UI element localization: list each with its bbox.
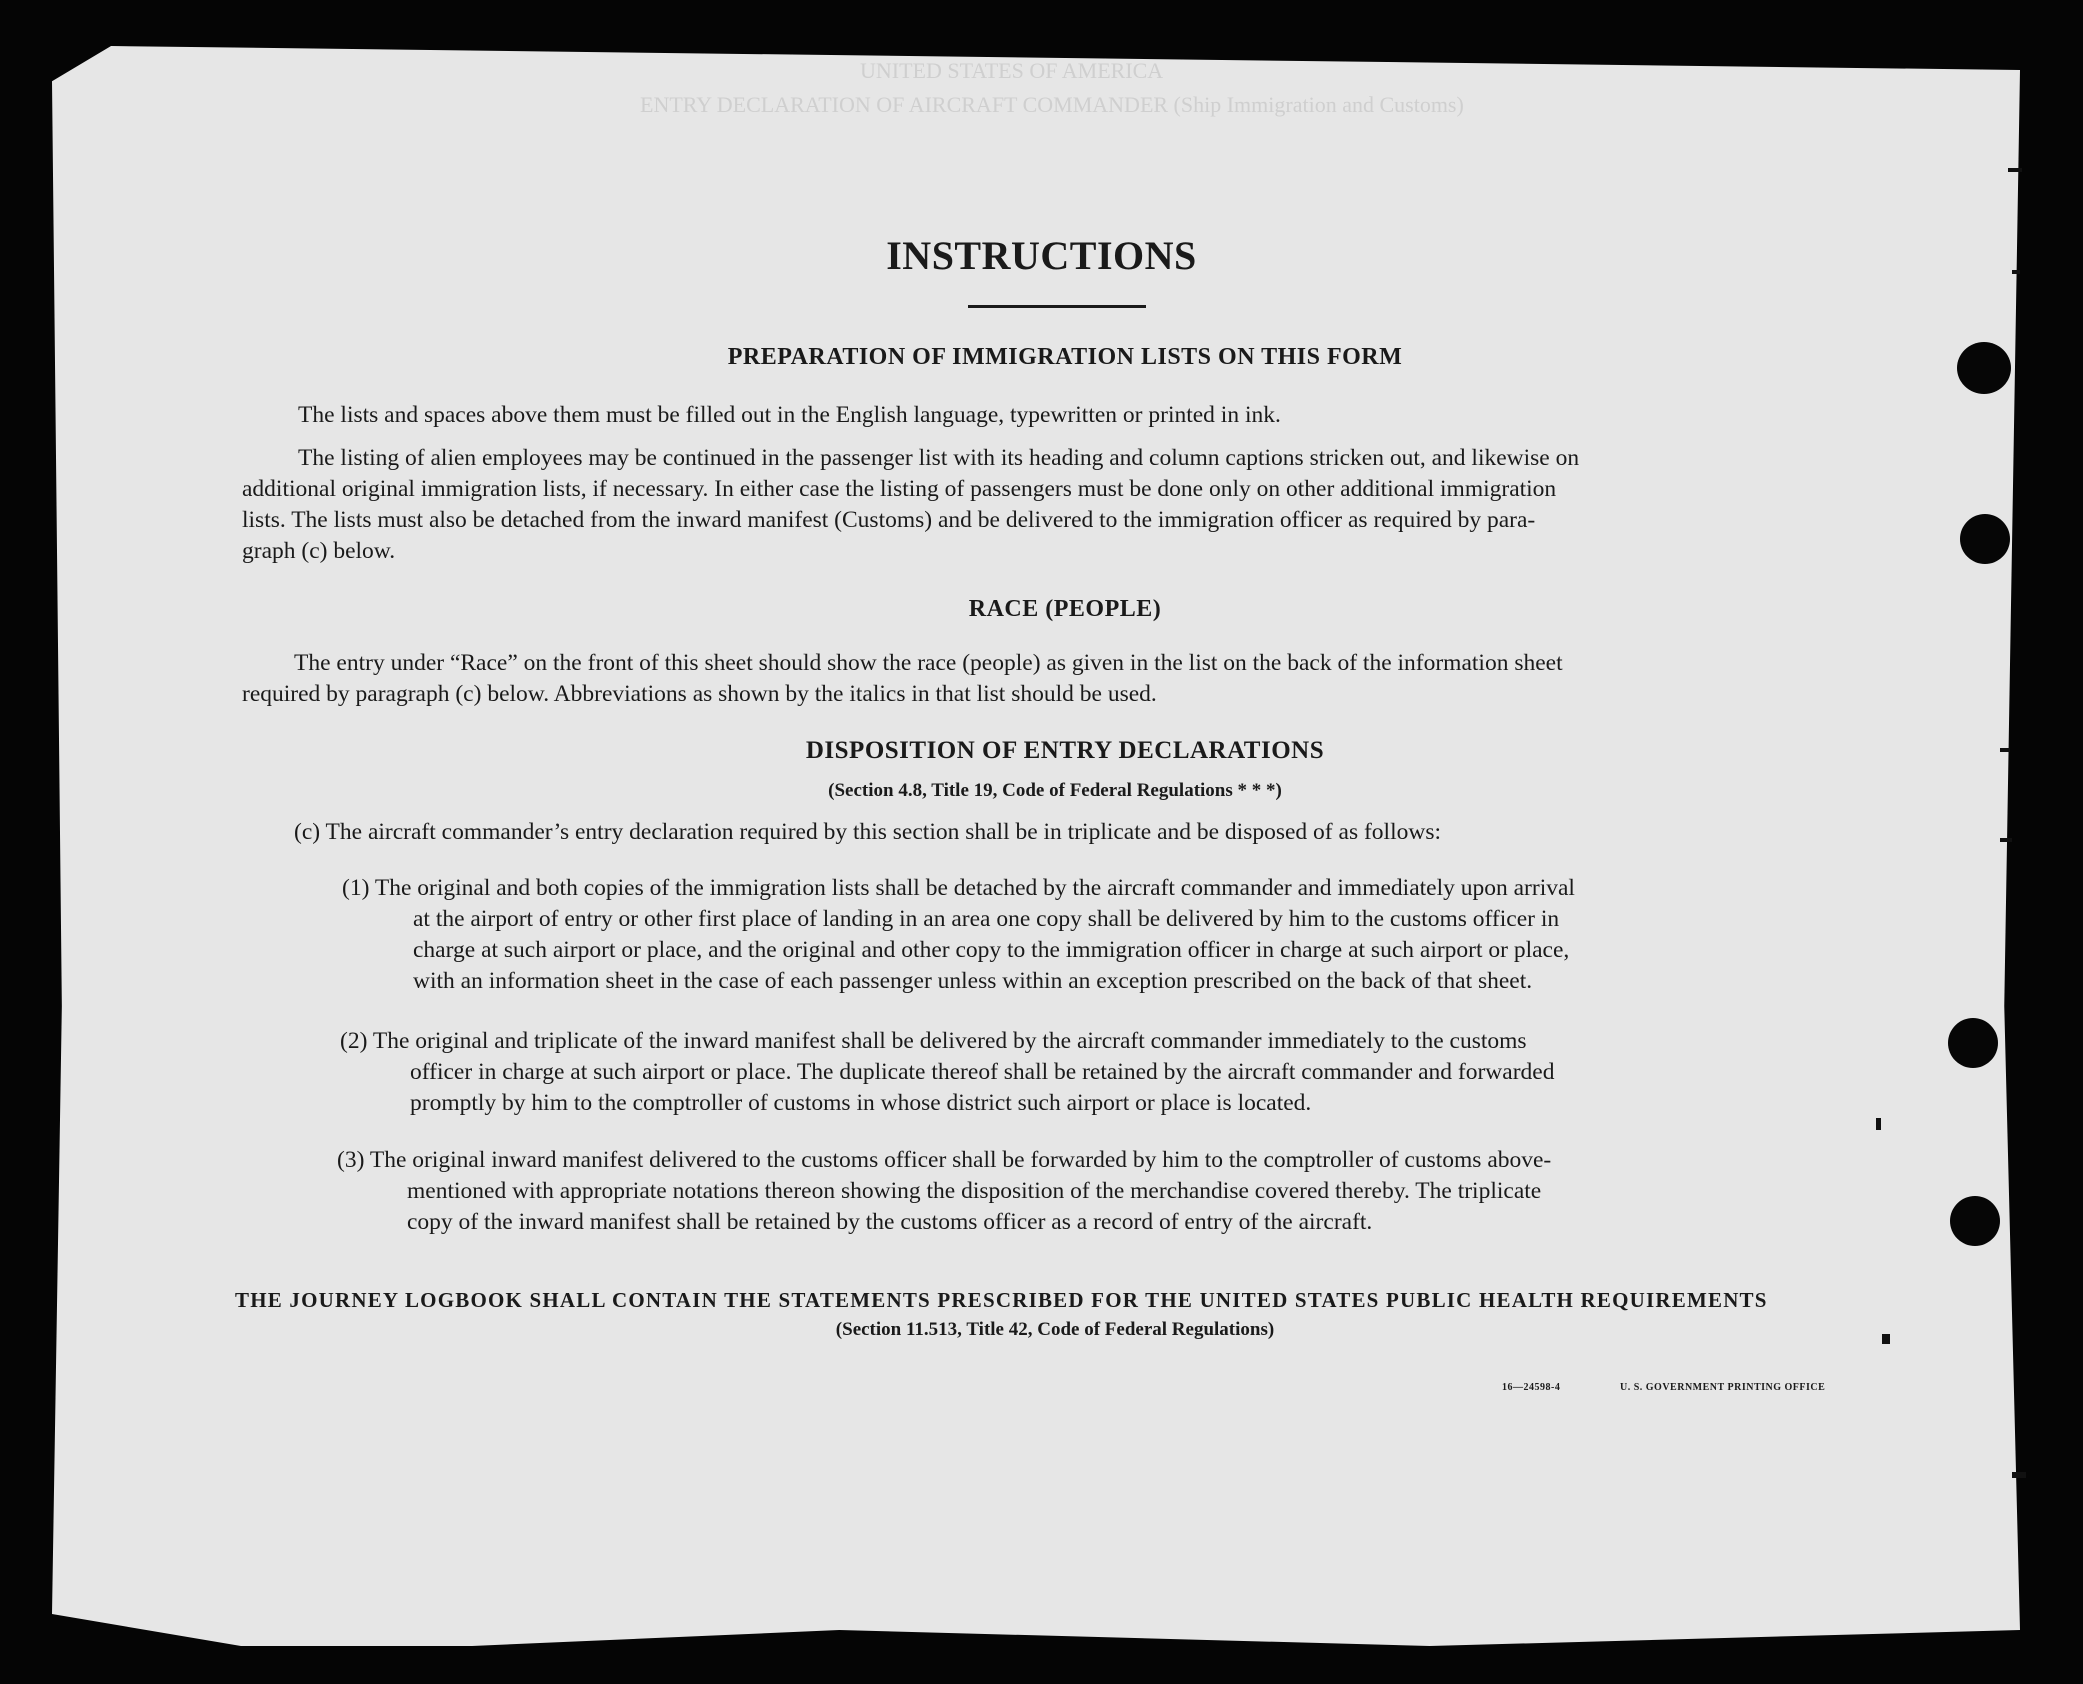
printer-imprint: U. S. GOVERNMENT PRINTING OFFICE bbox=[1620, 1382, 1826, 1393]
item-1-line: (1) The original and both copies of the immigration lists shall be detached by the aircraft commander and immediately upon arrival bbox=[342, 875, 1575, 901]
preparation-line: graph (c) below. bbox=[242, 538, 396, 564]
race-line: required by paragraph (c) below. Abbreviations as shown by the italics in that list should be used. bbox=[242, 681, 1157, 707]
disposition-intro: (c) The aircraft commander’s entry declaration required by this section shall be in triplicate and be disposed of as follows: bbox=[294, 819, 1441, 845]
preparation-line: The listing of alien employees may be continued in the passenger list with its heading and column captions stricken out, and likewise on bbox=[298, 445, 1580, 471]
punch-hole bbox=[1960, 514, 2010, 564]
item-2-line: (2) The original and triplicate of the inward manifest shall be delivered by the aircraft commander immediately to the customs bbox=[340, 1028, 1527, 1054]
bleed-through-subheading: ENTRY DECLARATION OF AIRCRAFT COMMANDER (Ship Immigration and Customs) bbox=[640, 92, 1464, 117]
preparation-line: The lists and spaces above them must be filled out in the English language, typewritten or printed in ink. bbox=[298, 402, 1281, 428]
punch-hole bbox=[1950, 1196, 2000, 1246]
print-code: 16—24598-4 bbox=[1502, 1382, 1561, 1393]
item-1-line: charge at such airport or place, and the original and other copy to the immigration officer in charge at such airport or place, bbox=[413, 937, 1570, 963]
bleed-through-heading: UNITED STATES OF AMERICA bbox=[860, 58, 1164, 83]
public-health-statement: THE JOURNEY LOGBOOK SHALL CONTAIN THE STATEMENTS PRESCRIBED FOR THE UNITED STATES PUBLIC HEALTH REQUIREMENTS bbox=[235, 1288, 1768, 1312]
item-1-line: with an information sheet in the case of each passenger unless within an exception prescribed on the back of that sheet. bbox=[413, 968, 1533, 994]
disposition-heading: DISPOSITION OF ENTRY DECLARATIONS bbox=[805, 737, 1325, 764]
item-2-line: officer in charge at such airport or place. The duplicate thereof shall be retained by the aircraft commander and forwarded bbox=[410, 1059, 1555, 1085]
disposition-citation: (Section 4.8, Title 19, Code of Federal Regulations * * *) bbox=[828, 780, 1282, 801]
paper-sheet bbox=[52, 46, 2020, 1646]
race-heading: RACE (PEOPLE) bbox=[968, 596, 1162, 622]
item-3-line: copy of the inward manifest shall be retained by the customs officer as a record of entry of the aircraft. bbox=[407, 1209, 1373, 1235]
title-underline bbox=[968, 305, 1146, 308]
race-line: The entry under “Race” on the front of this sheet should show the race (people) as given in the list on the back of the information sheet bbox=[294, 650, 1563, 676]
preparation-line: lists. The lists must also be detached from the inward manifest (Customs) and be delivered to the immigration officer as required by para- bbox=[242, 507, 1536, 533]
page-title: INSTRUCTIONS bbox=[886, 233, 1197, 278]
public-health-citation: (Section 11.513, Title 42, Code of Federal Regulations) bbox=[835, 1319, 1275, 1340]
item-3-line: (3) The original inward manifest delivered to the customs officer shall be forwarded by him to the comptroller of customs above- bbox=[337, 1147, 1552, 1173]
edge-speck bbox=[1876, 1118, 1881, 1130]
item-1-line: at the airport of entry or other first place of landing in an area one copy shall be delivered by him to the customs officer in bbox=[413, 906, 1560, 932]
punch-hole bbox=[1948, 1018, 1998, 1068]
preparation-heading: PREPARATION OF IMMIGRATION LISTS ON THIS FORM bbox=[727, 344, 1403, 370]
edge-speck bbox=[2012, 1472, 2026, 1478]
item-2-line: promptly by him to the comptroller of customs in whose district such airport or place is located. bbox=[410, 1090, 1312, 1116]
edge-speck bbox=[2008, 168, 2022, 172]
preparation-line: additional original immigration lists, if necessary. In either case the listing of passengers must be done only on other additional immigration bbox=[242, 476, 1557, 502]
edge-speck bbox=[2000, 838, 2012, 842]
item-3-line: mentioned with appropriate notations thereon showing the disposition of the merchandise covered thereby. The triplicate bbox=[407, 1178, 1542, 1204]
